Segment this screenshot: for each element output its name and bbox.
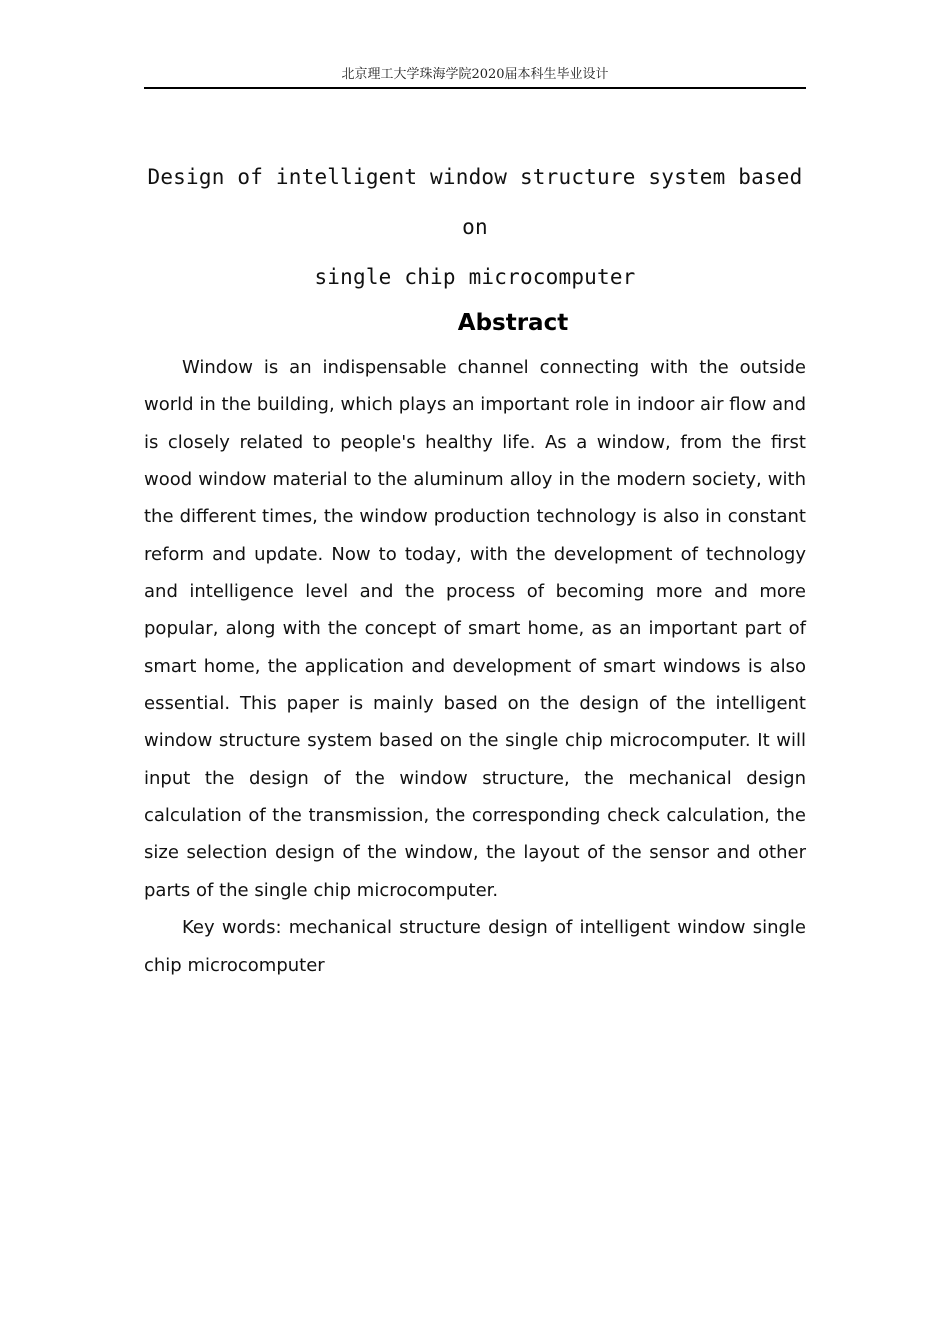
title-line-1: Design of intelligent window structure system based on	[147, 165, 803, 239]
keywords-paragraph: Key words: mechanical structure design of intelligent window single chip microcomputer	[144, 917, 806, 976]
abstract-heading: Abstract	[457, 310, 569, 336]
thesis-title	[144, 152, 806, 302]
page-header: 北京理工大学珠海学院2020届本科生毕业设计	[341, 67, 609, 82]
header-divider	[144, 87, 806, 89]
abstract-paragraph: Window is an indispensable channel connecting with the outside world in the building, which plays an important role in indoor air flow and is closely related to people's healthy life. As a window, from the first wood window material to the aluminum alloy in the modern society, with the different times, the window production technology is also in constant reform and update. Now to today, with the development of technology and intelligence level and the process of becoming more and more popular, along with the concept of smart home, as an important part of smart home, the application and development of smart windows is also essential. This paper is mainly based on the design of the intelligent window structure system based on the single chip microcomputer. It will input the design of the window structure, the mechanical design calculation of the transmission, the corresponding check calculation, the size selection design of the window, the layout of the sensor and other parts of the single chip microcomputer.	[144, 357, 806, 901]
abstract-body	[144, 349, 806, 984]
title-line-2: single chip microcomputer	[314, 265, 636, 289]
